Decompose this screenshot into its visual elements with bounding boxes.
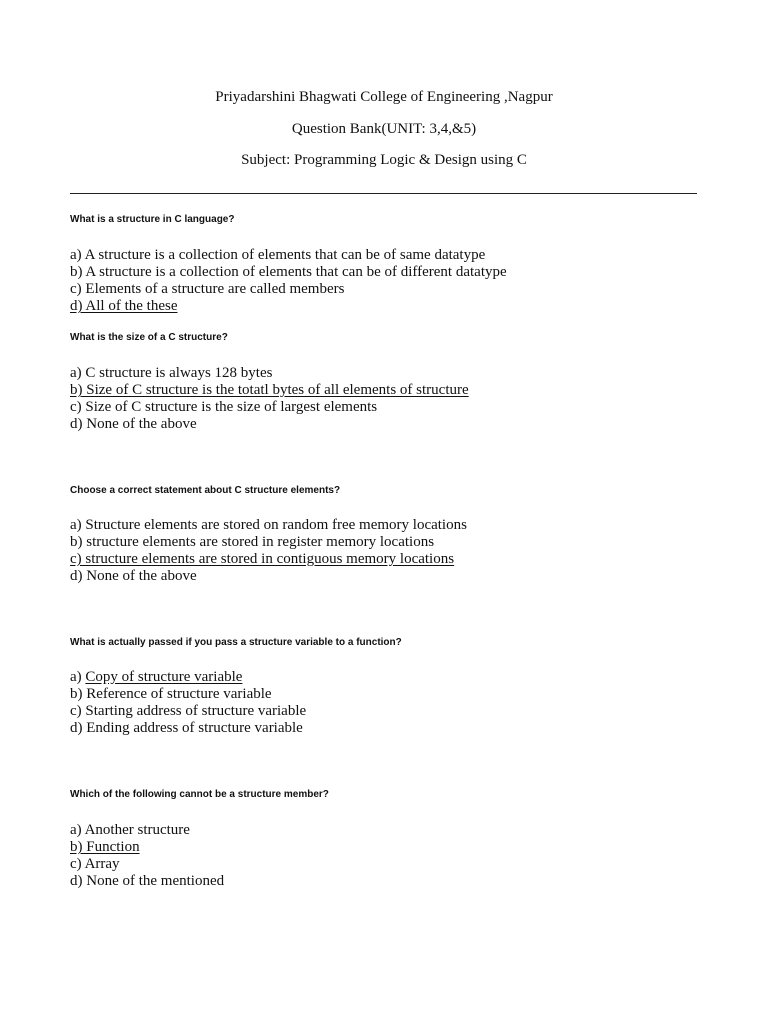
question-2-option-b: [70, 382, 469, 399]
option-text: b) Function: [70, 839, 140, 855]
question-3-option-c: [70, 551, 467, 568]
option-text: d) None of the above: [70, 416, 197, 432]
question-1-options: [70, 247, 507, 315]
question-5-option-a: [70, 822, 224, 839]
option-text: c) Array: [70, 856, 120, 872]
option-text: a) Structure elements are stored on random free memory locations: [70, 517, 467, 533]
option-text: Copy of structure variable: [85, 669, 243, 685]
question-2-option-c: [70, 399, 469, 416]
option-text: a) C structure is always 128 bytes: [70, 365, 273, 381]
option-text: c) Size of C structure is the size of largest elements: [70, 399, 378, 415]
question-1-text: What is a structure in C language?: [70, 214, 235, 225]
question-4-option-b: [70, 686, 306, 703]
option-text: c) Starting address of structure variable: [70, 703, 307, 719]
question-5-text: Which of the following cannot be a structure member?: [70, 789, 329, 800]
question-2-option-a: [70, 365, 469, 382]
question-bank-title: Question Bank(UNIT: 3,4,&5): [291, 121, 477, 137]
option-text: d) None of the mentioned: [70, 873, 225, 889]
college-name: Priyadarshini Bhagwati College of Engineering ,Nagpur: [215, 89, 553, 105]
question-3-option-a: [70, 517, 467, 534]
option-text: c) Elements of a structure are called members: [70, 281, 345, 297]
question-5-option-d: [70, 873, 224, 890]
question-4-options: [70, 669, 306, 737]
option-text: b) Reference of structure variable: [70, 686, 272, 702]
question-1-option-b: [70, 264, 507, 281]
question-2-text: What is the size of a C structure?: [70, 332, 228, 343]
question-4-option-a: [70, 669, 306, 686]
option-text: b) structure elements are stored in register memory locations: [70, 534, 435, 550]
question-1-option-d: [70, 298, 507, 315]
question-3-option-b: [70, 534, 467, 551]
question-3-options: [70, 517, 467, 585]
option-text: c) structure elements are stored in contiguous memory locations: [70, 551, 455, 567]
header-divider: [70, 193, 697, 194]
question-2-options: [70, 365, 469, 433]
question-2-option-d: [70, 416, 469, 433]
option-text: d) None of the above: [70, 568, 197, 584]
subject-line: Subject: Programming Logic & Design using C: [241, 152, 527, 168]
question-5-option-c: [70, 856, 224, 873]
option-text: b) A structure is a collection of elements that can be of different datatype: [70, 264, 507, 280]
question-1-option-a: [70, 247, 507, 264]
question-5-options: [70, 822, 224, 890]
option-prefix: a): [70, 669, 86, 685]
option-text: d) All of the these: [70, 298, 178, 314]
option-text: a) Another structure: [70, 822, 190, 838]
option-text: d) Ending address of structure variable: [70, 720, 303, 736]
question-5-option-b: [70, 839, 224, 856]
question-4-option-d: [70, 720, 306, 737]
question-3-option-d: [70, 568, 467, 585]
question-1-option-c: [70, 281, 507, 298]
option-text: a) A structure is a collection of elements that can be of same datatype: [70, 247, 486, 263]
question-3-text: Choose a correct statement about C structure elements?: [70, 485, 341, 496]
option-text: b) Size of C structure is the totatl bytes of all elements of structure: [70, 382, 469, 398]
question-4-option-c: [70, 703, 306, 720]
question-4-text: What is actually passed if you pass a structure variable to a function?: [70, 637, 402, 648]
